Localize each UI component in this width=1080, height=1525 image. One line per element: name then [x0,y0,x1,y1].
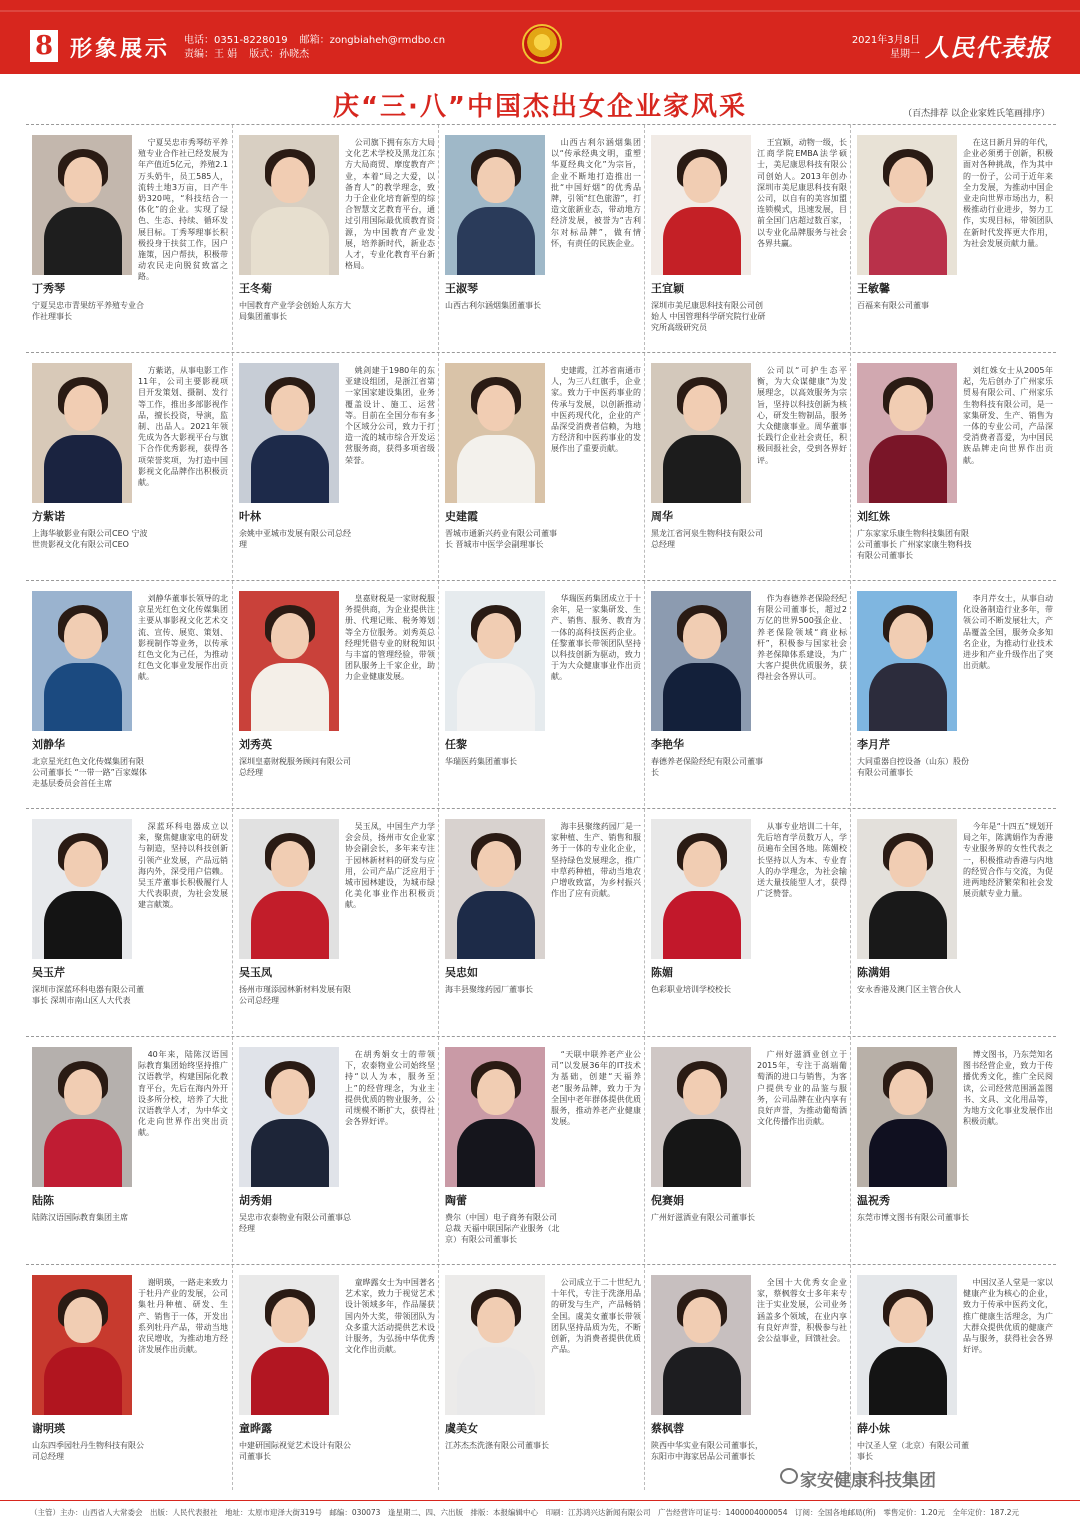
profile-title: 黑龙江省河泉生物科技有限公司总经理 [651,529,763,549]
profile-bio: 从事专业培训二十年，先后培育学员数万人，学员遍布全国各地。陈媚校长坚持以人为本、专业育人的办学理念，为社会输送大量技能型人才，获得广泛赞誉。 [757,822,847,899]
profile-name: 王宜颖 [651,282,684,295]
profile-name: 方紫诺 [32,510,65,523]
portrait-photo [651,1047,751,1187]
portrait-body [251,1347,329,1415]
portrait-body [251,207,329,275]
profile-name: 周华 [651,510,673,523]
portrait-face [271,613,309,659]
profile-card [26,581,232,806]
portrait-body [869,435,947,503]
portrait-face [477,1069,515,1115]
profile-bio: 博文图书，乃东莞知名图书经营企业，致力于传播优秀文化，推广全民阅读，公司经营范围涵盖图书、文具、文化用品等，为地方文化事业发展作出积极贡献。 [963,1050,1053,1127]
profile-bio: 中国汉圣人堂是一家以健康产业为核心的企业，致力于传承中医药文化，推广健康生活理念，为广大群众提供优质的健康产品与服务，获得社会各界好评。 [963,1278,1053,1355]
portrait-face [64,385,102,431]
portrait-photo [239,363,339,503]
profile-name: 倪赛娟 [651,1194,684,1207]
editor: 责编：王 娟 [184,49,238,60]
portrait-body [457,1347,535,1415]
portrait-body [251,1119,329,1187]
profile-grid [26,124,1056,1490]
watermark: 家安健康科技集团 [800,1471,936,1491]
profile-card [232,125,438,350]
portrait-face [683,157,721,203]
profile-card [644,1037,850,1262]
portrait-face [889,613,927,659]
portrait-body [869,663,947,731]
order-note: （百杰排荐 以企业家姓氏笔画排序） [903,109,1050,119]
profile-title: 余姚中亚城市发展有限公司总经理 [239,529,351,549]
portrait-face [477,1297,515,1343]
profile-card [26,809,232,1034]
portrait-face [889,1297,927,1343]
portrait-face [683,385,721,431]
profile-bio: 在胡秀娟女士的带领下，农泰物业公司始终坚持“以人为本，服务至上”的经营理念，为业主提供优质的物业服务，公司规模不断扩大，获得社会各界好评。 [345,1050,435,1127]
profile-name: 刘静华 [32,738,65,751]
portrait-face [889,1069,927,1115]
profile-bio: 刘红姝女士从2005年起，先后创办了广州家乐贸易有限公司、广州家乐生物科技有限公司，是一家集研发、生产、销售为一体的专业公司，产品深受消费者喜爱，为中国民族品牌走向世界作出贡献。 [963,366,1053,465]
portrait-body [457,663,535,731]
profile-bio: “天联中联养老产业公司”以发展36年的IT技术为基础，创建“天福养老”服务品牌，致力于为全国中老年群体提供优质服务，推动养老产业健康发展。 [551,1050,641,1127]
portrait-face [889,841,927,887]
profile-bio: 广州好滋酒业创立于2015年，专注于高端葡萄酒的进口与销售，为客户提供专业的品鉴与服务，公司品牌在业内享有良好声誉，为推动葡萄酒文化传播作出贡献。 [757,1050,847,1127]
profile-bio: 公司旗下拥有东方大局文化艺术学校及黑龙江东方大局商贸、摩度教育产业，本着“局之大爱，以备育人”的教学理念，致力于企业化培育新型的综合智慧文艺教育平台，通过引用国际最优质教育资源，为中国教育产业发展，培养新时代，新业态人才，专业化教育平台新格局。 [345,138,435,271]
profile-row [26,808,1056,1033]
profile-title: 深圳市美尼康思科技有限公司创始人 中国管理科学研究院行业研究所高级研究员 [651,301,766,332]
profile-card [644,581,850,806]
profile-card [232,1265,438,1490]
profile-name: 王淑琴 [445,282,478,295]
portrait-body [663,1347,741,1415]
profile-card [26,353,232,578]
profile-name: 胡秀娟 [239,1194,272,1207]
portrait-face [477,157,515,203]
portrait-photo [445,1047,545,1187]
portrait-photo [445,591,545,731]
profile-bio: 史建霞，江苏省南通市人，为三八红旗手，企业家。致力于中医药事业的传承与发展，以创新推动中医药现代化，企业的产品深受消费者信赖，为地方经济和中医药事业的发展作出了重要贡献。 [551,366,641,454]
date-info [840,34,920,62]
portrait-photo [32,591,132,731]
portrait-photo [32,819,132,959]
portrait-body [44,663,122,731]
profile-name: 陶蕾 [445,1194,467,1207]
portrait-body [251,891,329,959]
masthead [0,0,1080,74]
portrait-face [683,1297,721,1343]
email: 邮箱：zongbiaheh@rmdbo.cn [299,35,446,46]
profile-title: 百福来有限公司董事 [857,301,929,310]
portrait-photo [857,819,957,959]
portrait-body [44,207,122,275]
portrait-body [663,891,741,959]
profile-title: 江苏杰杰洗涤有限公司董事长 [445,1441,549,1450]
portrait-photo [857,1275,957,1415]
portrait-body [869,1119,947,1187]
profile-title: 中建研国际视觉艺术设计有限公司董事长 [239,1441,351,1461]
portrait-photo [651,135,751,275]
profile-card [232,1037,438,1262]
profile-row [26,580,1056,805]
profile-row [26,1036,1056,1261]
profile-bio: 公司成立于二十世纪九十年代，专注于洗涤用品的研发与生产，产品畅销全国。虞美女董事长带领团队坚持品质为先，不断创新，为消费者提供优质产品。 [551,1278,641,1355]
portrait-face [271,1069,309,1115]
portrait-photo [651,1275,751,1415]
portrait-face [889,385,927,431]
portrait-photo [857,1047,957,1187]
profile-title: 中国教育产业学会创始人东方大局集团董事长 [239,301,351,321]
profile-bio: 刘静华董事长领导的北京星光红色文化传媒集团主要从事影视文化艺术交流、宣传、展览、策划、影视制作等业务，以传承红色文化为己任，为推动红色文化事业发展作出贡献。 [138,594,228,682]
profile-name: 吴忠如 [445,966,478,979]
profile-card [850,1265,1056,1490]
portrait-photo [239,1047,339,1187]
profile-bio: 方紫诺，从事电影工作11年，公司主要影视项目开发策划、摄制、发行等工作，推出多部影视作品，擅长投资，导演，监制、出品人。2021年领先成为各大影视平台与旗下合作优秀影视，获得各项荣誉奖项，为打造中国影视文化品牌作出积极贡献。 [138,366,228,488]
profile-name: 吴玉芹 [32,966,65,979]
profile-card [438,1265,644,1490]
page-title: 庆“三·八”中国杰出女企业家风采 [332,92,748,122]
profile-bio: 皇嘉财税是一家财税服务提供商，为企业提供注册、代理记账、税务筹划等全方位服务。刘秀英总经理凭借专业的财税知识与丰富的管理经验，带领团队服务上千家企业，助力企业健康发展。 [345,594,435,682]
footer: （主管）主办：山西省人大常委会 出版：人民代表报社 地址：太原市迎泽大街319号 邮编：030073 逢星期二、四、六出版 排版：本报编辑中心 印刷：江苏鸿兴达新闻有限公司 广告经营许可证号：1400004000054 订阅：全国各地邮局(所) 零售定价：1.20元 全年定价：187.2元 [0,1500,1080,1525]
profile-card [232,809,438,1034]
portrait-photo [651,591,751,731]
issue-date: 2021年3月8日 [851,35,920,46]
profile-name: 蔡枫蓉 [651,1422,684,1435]
profile-title: 安永香港及澳门区主管合伙人 [857,985,961,994]
portrait-body [44,1347,122,1415]
profile-bio: 40年来，陆陈汉语国际教育集团始终坚持推广汉语教学，构建国际化教育平台，先后在海内外开设多所分校，培养了大批汉语教学人才，为中华文化走向世界作出突出贡献。 [138,1050,228,1138]
profile-title: 中汉圣人堂（北京）有限公司董事长 [857,1441,969,1461]
wechat-icon [780,1468,798,1484]
portrait-body [869,1347,947,1415]
profile-card [644,125,850,350]
profile-name: 史建霞 [445,510,478,523]
portrait-body [457,1119,535,1187]
portrait-photo [239,135,339,275]
profile-title: 北京星光红色文化传媒集团有限公司董事长 “一带一路”百家媒体走基层委员会首任主席 [32,757,147,788]
issue-weekday: 星期一 [890,49,920,60]
portrait-photo [32,135,132,275]
profile-card [644,1265,850,1490]
profile-bio: 在这日新月异的年代，企业必须勇于创新，积极面对各种挑战，作为其中的一份子，公司于近年来全力发展，为推动中国企业走向世界市场出力，积极推动行业进步，努力工作，实现目标，带领团队在新时代发挥更大作用，为社会发展贡献力量。 [963,138,1053,248]
profile-name: 叶林 [239,510,261,523]
portrait-body [251,663,329,731]
portrait-body [44,1119,122,1187]
profile-row [26,124,1056,349]
portrait-face [271,1297,309,1343]
portrait-face [477,385,515,431]
profile-name: 丁秀琴 [32,282,65,295]
profile-title: 山东四季园牡丹生物科技有限公司总经理 [32,1441,144,1461]
portrait-body [663,1119,741,1187]
portrait-photo [239,1275,339,1415]
profile-card [438,581,644,806]
portrait-photo [651,363,751,503]
profile-card [26,1037,232,1262]
portrait-body [663,207,741,275]
portrait-face [477,613,515,659]
portrait-photo [445,819,545,959]
profile-name: 李月芹 [857,738,890,751]
profile-card [644,353,850,578]
profile-row [26,1264,1056,1489]
portrait-photo [32,1275,132,1415]
profile-card [644,809,850,1034]
profile-card [850,1037,1056,1262]
profile-bio: 王宜颖，动物一级，长江商学院EMBA法学硕士，美尼康思科技有限公司创始人。2013年创办深圳市美尼康思科技有限公司，以自有的美容加盟连锁模式，迅速发展，目前全国门店超过数百家，以专业化品牌服务与社会各界共赢。 [757,138,847,248]
contact-info [184,34,457,62]
portrait-photo [445,1275,545,1415]
portrait-face [477,841,515,887]
profile-name: 虞美女 [445,1422,478,1435]
profile-title: 东莞市博文图书有限公司董事长 [857,1213,969,1222]
portrait-photo [857,363,957,503]
portrait-face [64,1297,102,1343]
portrait-face [683,613,721,659]
portrait-face [64,613,102,659]
portrait-photo [651,819,751,959]
phone: 电话：0351-8228019 [184,35,288,46]
profile-card [850,809,1056,1034]
profile-title: 华瑞医药集团董事长 [445,757,517,766]
paper-name: 人民代表报 [925,33,1050,62]
portrait-photo [239,591,339,731]
profile-title: 大同重器自控设备（山东）股份有限公司董事长 [857,757,969,777]
profile-title: 陕西中华实业有限公司董事长，东阳市中海家居品公司董事长 [651,1441,763,1461]
profile-bio: 姚剑建于1980年的东亚建设组团，是浙江省第一家国家建设集团，业务覆盖设计、施工、运营等。目前在全国分布有多个区域分公司，致力于打造一流的城市综合开发运营服务商，获得多项省级荣誉。 [345,366,435,465]
profile-title: 扬州市瑾添园林新材料发展有限公司总经理 [239,985,351,1005]
profile-card [26,1265,232,1490]
portrait-body [663,435,741,503]
portrait-photo [445,363,545,503]
profile-card [26,125,232,350]
portrait-body [457,435,535,503]
profile-name: 童晔露 [239,1422,272,1435]
portrait-face [683,1069,721,1115]
profile-row [26,352,1056,577]
profile-bio: 吴玉凤，中国生产力学会会员，扬州市女企业家协会副会长，多年来专注于园林新材料的研发与应用，公司产品广泛应用于城市园林建设，为城市绿化美化事业作出积极贡献。 [345,822,435,910]
profile-card [438,125,644,350]
profile-title: 宁夏吴忠市青果纺平养殖专业合作社理事长 [32,301,144,321]
profile-title: 晋城市通新兴药业有限公司董事长 晋城市中医学会副理事长 [445,529,557,549]
portrait-face [889,157,927,203]
profile-name: 薛小妹 [857,1422,890,1435]
profile-bio: 作为春德养老保险经纪有限公司董事长，超过2万亿的世界500强企业、养老保险领域“商业标杆”，积极参与国家社会养老保障体系建设，为广大客户提供优质服务，获得社会各界认可。 [757,594,847,682]
profile-title: 色彩职业培训学校校长 [651,985,731,994]
profile-title: 广东家家乐康生物科技集团有限公司董事长 广州家家康生物科技有限公司董事长 [857,529,972,560]
portrait-face [64,1069,102,1115]
masthead-decoration [0,10,1080,12]
profile-name: 陈满娟 [857,966,890,979]
profile-title: 深圳皇嘉财税服务顾问有限公司总经理 [239,757,351,777]
profile-name: 谢明瑛 [32,1422,65,1435]
portrait-body [457,207,535,275]
portrait-face [683,841,721,887]
profile-title: 费尔（中国）电子商务有限公司总裁 天福中联国际产业服务（北京）有限公司董事长 [445,1213,560,1244]
portrait-face [64,157,102,203]
portrait-photo [32,1047,132,1187]
profile-name: 陆陈 [32,1194,54,1207]
profile-name: 李艳华 [651,738,684,751]
profile-title: 上海华敏影业有限公司CEO 宁波世贵影视文化有限公司CEO [32,529,148,549]
profile-card [232,353,438,578]
profile-name: 温祝秀 [857,1194,890,1207]
portrait-photo [445,135,545,275]
profile-name: 王敏馨 [857,282,890,295]
profile-card [438,1037,644,1262]
portrait-face [271,841,309,887]
profile-card [438,353,644,578]
profile-card [232,581,438,806]
profile-bio: 童晔露女士为中国著名艺术家，致力于视觉艺术设计领域多年，作品屡获国内外大奖，带领团队为众多重大活动提供艺术设计服务，为弘扬中华优秀文化作出贡献。 [345,1278,435,1355]
portrait-body [251,435,329,503]
profile-bio: 宁夏吴忠市秀琴纺平养殖专业合作社已经发展为年产值近5亿元，养殖2.1万头奶牛，员工585人，流转土地3万亩，日产牛奶320吨，“科技结合一体化”的企业。实现了绿色、生态、持续、循环发展目标。丁秀琴理事长积极投身于扶贫工作，因户施策，因户帮扶，积极带动农民走向脱贫致富之路。 [138,138,228,282]
profile-bio: 公司以“可护生态平衡，为大众谋健康”为发展理念，以高效服务为宗旨，坚持以科技创新为核心，研发生物制品，服务大众健康事业。周华董事长践行企业社会责任，积极回报社会，受到各界好评。 [757,366,847,465]
national-emblem-icon [522,24,562,64]
portrait-body [869,207,947,275]
profile-title: 山西古利尔涵烟集团董事长 [445,301,541,310]
portrait-face [64,841,102,887]
portrait-body [44,435,122,503]
profile-card [438,809,644,1034]
portrait-photo [857,591,957,731]
profile-name: 刘红姝 [857,510,890,523]
profile-title: 深圳市深蓝环科电器有限公司董事长 深圳市南山区人大代表 [32,985,144,1005]
profile-bio: 深蓝环科电器成立以来，聚焦健康家电的研发与制造，坚持以科技创新引领产业发展，产品远销海内外，深受用户信赖。吴玉芹董事长积极履行人大代表职责，为社会发展建言献策。 [138,822,228,910]
portrait-face [271,157,309,203]
profile-card [850,125,1056,350]
portrait-body [44,891,122,959]
profile-card [850,353,1056,578]
portrait-photo [32,363,132,503]
profile-name: 王冬菊 [239,282,272,295]
profile-bio: 李月芹女士，从事自动化设备制造行业多年，带领公司不断发展壮大，产品覆盖全国，服务众多知名企业，为推动行业技术进步和产业升级作出了突出贡献。 [963,594,1053,671]
profile-title: 春德养老保险经纪有限公司董事长 [651,757,763,777]
profile-title: 海丰县聚缘药园厂董事长 [445,985,533,994]
profile-bio: 海丰县聚缘药园厂是一家种植、生产、销售和服务于一体的专业化企业，坚持绿色发展理念，推广中草药种植，带动当地农户增收致富，为乡村振兴作出了应有贡献。 [551,822,641,899]
profile-title: 吴忠市农泰物业有限公司董事总经理 [239,1213,351,1233]
portrait-face [271,385,309,431]
profile-name: 陈媚 [651,966,673,979]
portrait-photo [239,819,339,959]
profile-bio: 全国十大优秀女企业家，蔡枫蓉女士多年来专注于实业发展，公司业务涵盖多个领域，在业内享有良好声誉，积极参与社会公益事业，回馈社会。 [757,1278,847,1344]
profile-name: 任黎 [445,738,467,751]
profile-card [850,581,1056,806]
profile-name: 刘秀英 [239,738,272,751]
profile-name: 吴玉凤 [239,966,272,979]
portrait-photo [857,135,957,275]
profile-title: 陆陈汉语国际教育集团主席 [32,1213,128,1222]
profile-bio: 谢明瑛，一路走来致力于牡丹产业的发展，公司集牡丹种植、研发、生产、销售于一体，开发出系列牡丹产品，带动当地农民增收，为推动地方经济发展作出贡献。 [138,1278,228,1355]
section-name: 形象展示 [70,37,171,62]
profile-bio: 今年是“十四五”规划开局之年，陈满娟作为香港专业服务界的女性代表之一，积极推动香港与内地的经贸合作与交流，为促进两地经济繁荣和社会发展贡献专业力量。 [963,822,1053,899]
portrait-body [663,663,741,731]
profile-bio: 华瑞医药集团成立于十余年，是一家集研发、生产、销售、服务、教育为一体的高科技医药企业。任黎董事长带领团队坚持以科技创新为驱动，致力于为大众健康事业作出贡献。 [551,594,641,682]
profile-bio: 山西古利尔涵烟集团以“传承经典文明，重塑华夏经典文化”为宗旨，企业不断地打造推出一批“中国好烟”的优秀品牌，引领“红色旅游”，打造文旅新业态，带动地方经济发展，被誉为“吉利尔对标品牌”，做有情怀，有责任的民族企业。 [551,138,641,248]
page-number: 8 [30,30,58,62]
designer: 版式：孙晓杰 [249,49,310,60]
portrait-body [457,891,535,959]
profile-title: 广州好滋酒业有限公司董事长 [651,1213,755,1222]
portrait-body [869,891,947,959]
